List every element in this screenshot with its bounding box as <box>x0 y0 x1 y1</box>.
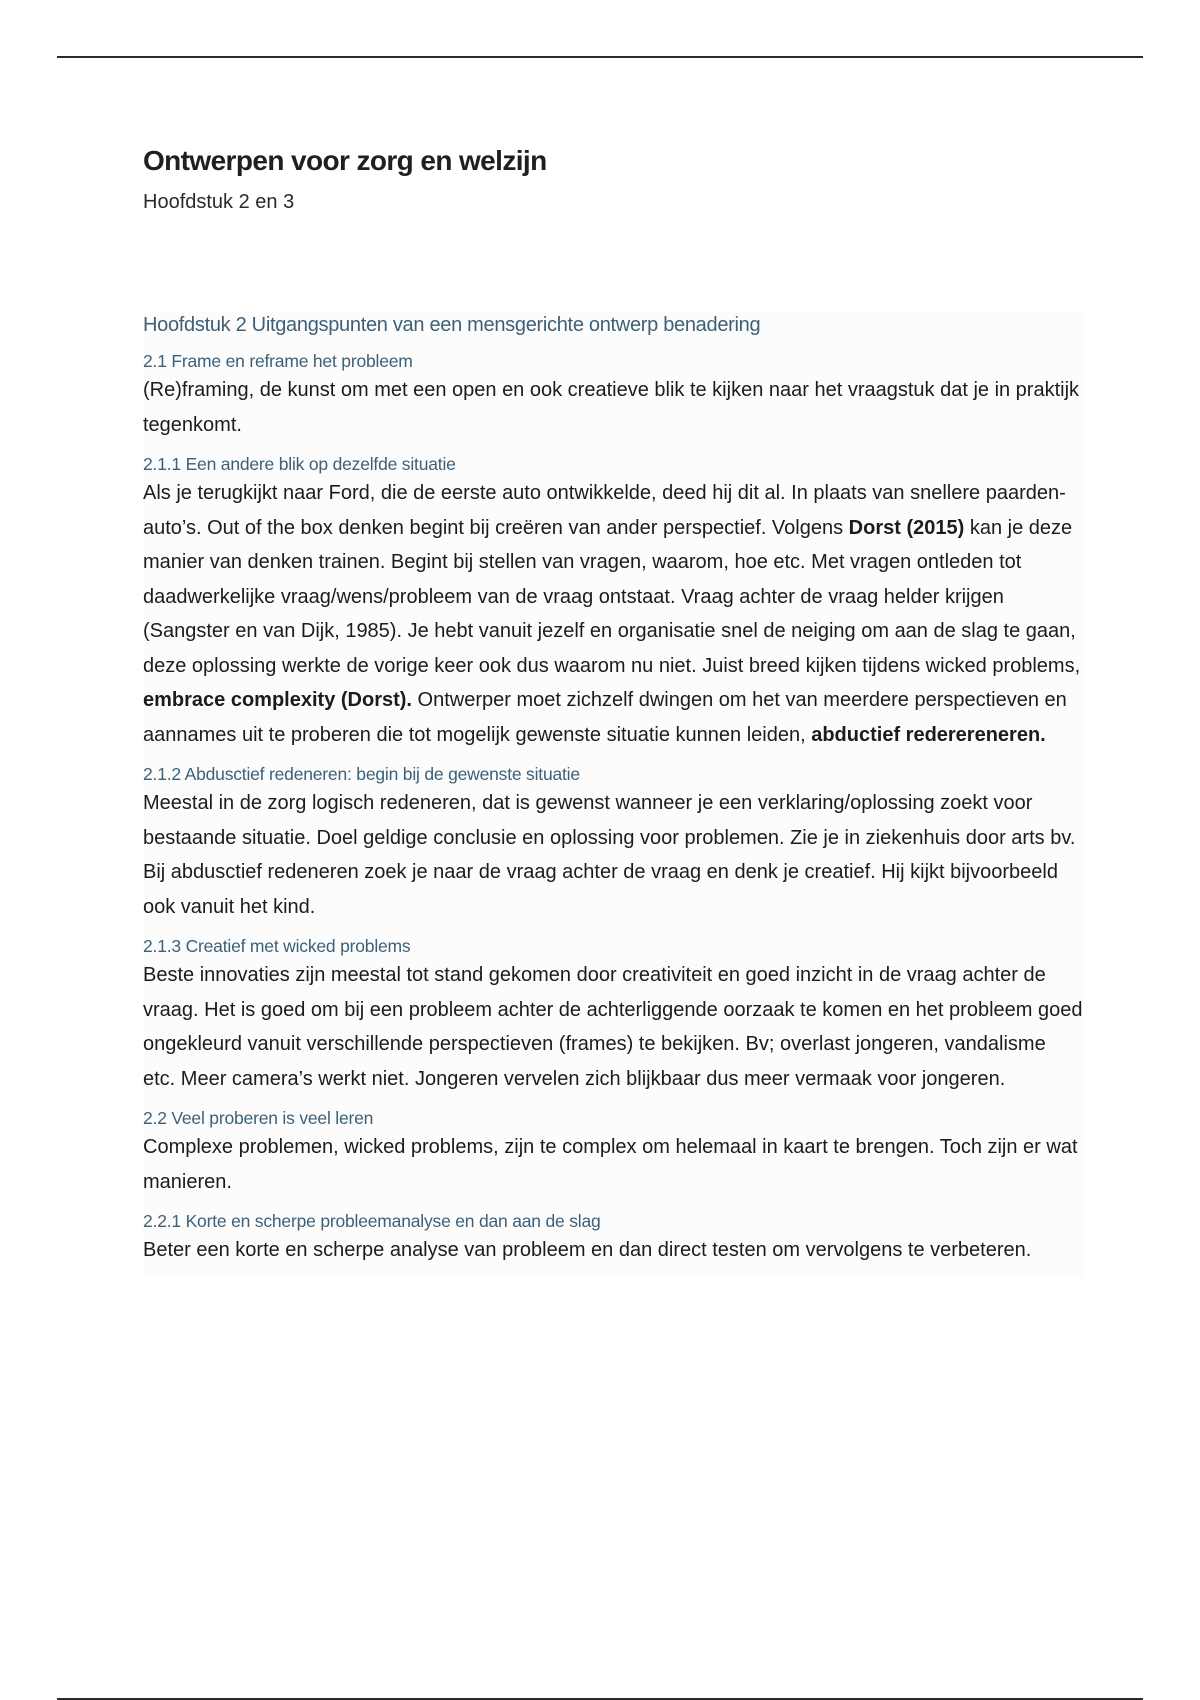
body-emphasis: abductief rederereneren. <box>811 723 1046 746</box>
section-heading: 2.2 Veel proberen is veel leren <box>143 1108 374 1128</box>
section-heading: 2.1 Frame en reframe het probleem <box>143 351 413 371</box>
body-emphasis: embrace complexity (Dorst). <box>143 689 412 711</box>
chapter-heading: Hoofdstuk 2 Uitgangspunten van een mensgerichte ontwerp benadering <box>143 314 761 336</box>
top-rule <box>57 56 1143 58</box>
body-text: Als je terugkijkt naar Ford, die de eerste auto ontwikkelde, deed hij dit al. In plaats van snellere paarden- auto’s. Out of the box denken begint bij creëren van ander perspectief. Volgens <box>143 482 1066 539</box>
section-body: Beste innovaties zijn meestal tot stand gekomen door creativiteit en goed inzicht in de vraag achter de vraag. Het is goed om bij een probleem achter de achterliggende oorzaak te komen en het probleem goed ongekleurd vanuit verschillende perspectieven (frames) te bekijken. Bv; overlast jongeren, vandalisme etc. Meer camera’s werkt niet. Jongeren vervelen zich blijkbaar dus meer vermaak voor jongeren. <box>143 964 1083 1090</box>
section-body <box>143 476 1083 752</box>
section-body: Complexe problemen, wicked problems, zijn te complex om helemaal in kaart te brengen. Toch zijn er wat manieren. <box>143 1136 1078 1193</box>
body-emphasis: Dorst (2015) <box>848 516 965 539</box>
section-body: Meestal in de zorg logisch redeneren, dat is gewenst wanneer je een verklaring/oplossing zoekt voor bestaande situatie. Doel geldige conclusie en oplossing voor problemen. Zie je in ziekenhuis door arts bv. Bij abdusctief redeneren zoek je naar de vraag achter de vraag en denk je creatief. Hij kijkt bijvoorbeeld ook vanuit het kind. <box>143 792 1076 918</box>
chapter-content <box>143 311 1083 1278</box>
section-body: Beter een korte en scherpe analyse van probleem en dan direct testen om vervolgens te verbeteren. <box>143 1239 1032 1261</box>
section-heading: 2.1.3 Creatief met wicked problems <box>143 936 411 956</box>
section-heading: 2.2.1 Korte en scherpe probleemanalyse en dan aan de slag <box>143 1211 601 1231</box>
section-body: (Re)framing, de kunst om met een open en ook creatieve blik te kijken naar het vraagstuk dat je in praktijk tegenkomt. <box>143 379 1080 436</box>
document-header <box>143 143 1083 216</box>
body-text: kan je deze manier van denken trainen. Begint bij stellen van vragen, waarom, hoe etc. Met vragen ontleden tot daadwerkelijke vraag/wens/probleem van de vraag ontstaat. Vraag achter de vraag helder krijgen (Sangster en van Dijk, 1985). Je hebt vanuit jezelf en organisatie snel de neiging om aan de slag te gaan, deze oplossing werkte de vorige keer ook dus waarom nu niet. Juist breed kijken tijdens wicked problems, <box>143 516 1081 677</box>
section-heading: 2.1.1 Een andere blik op dezelfde situatie <box>143 454 456 474</box>
document-subtitle: Hoofdstuk 2 en 3 <box>143 191 295 213</box>
section-heading: 2.1.2 Abdusctief redeneren: begin bij de gewenste situatie <box>143 764 580 784</box>
body-text: Ontwerper moet zichzelf dwingen om het van meerdere perspectieven en aannames uit te proberen die tot mogelijk gewenste situatie kunnen leiden, <box>143 689 1067 746</box>
document-title: Ontwerpen voor zorg en welzijn <box>143 145 547 176</box>
